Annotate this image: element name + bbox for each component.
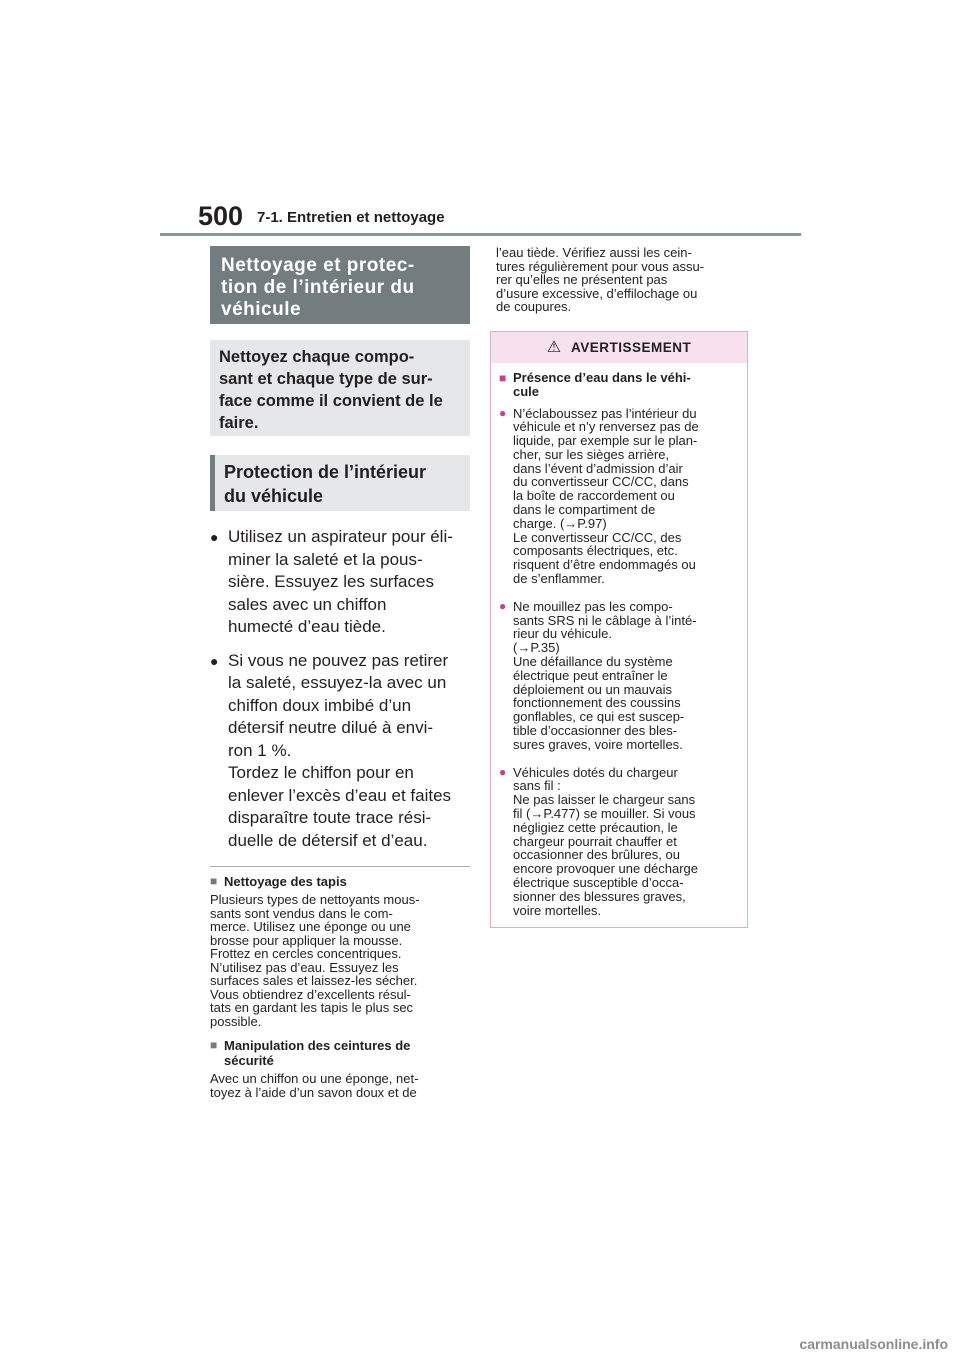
bullet-icon: ●	[499, 598, 507, 613]
watermark: carmanualsonline.info	[799, 1336, 948, 1352]
intro-box	[210, 340, 470, 436]
page-number: 500	[198, 201, 244, 231]
section-title: Nettoyage et protec- tion de l’intérieur du véhicule	[221, 255, 415, 320]
continuation-text: l’eau tiède. Vérifiez aussi les cein- tures régulièrement pour vous assu- rer qu’elles ne présentent pas d’usure excessive, d’effilochage ou de coupures.	[496, 245, 705, 314]
list-item	[499, 600, 739, 752]
section-body: Plusieurs types de nettoyants mous- sants sont vendus dans le com- merce. Utilisez une éponge ou une brosse pour appliquer la mousse. Frottez en cercles concentriques. N’utilisez pas d’eau. Essuyez les surfaces sales et laissez-les sécher. Vous obtiendrez d’excellents résul- tats en gardant les tapis le plus sec possible.	[210, 892, 420, 1029]
section-heading	[210, 874, 470, 889]
warning-title-text: Présence d’eau dans le véhi- cule	[513, 369, 691, 399]
square-bullet-icon: ■	[499, 370, 507, 385]
warning-box	[490, 331, 748, 929]
section-heading-text: Nettoyage des tapis	[224, 874, 347, 889]
warning-item-text: Véhicules dotés du chargeur sans fil : Ne pas laisser le chargeur sans fil (→P.477) se mouiller. Si vous négligiez cette précaution, le chargeur pourrait chauffer et occasionner des brûlures, ou encore provoquer une décharge électrique susceptible d’occa- sionner des blessures graves, voire mortelles.	[513, 764, 699, 918]
warning-item-text: Ne mouillez pas les compo- sants SRS ni le câblage à l’inté- rieur du véhicule. (→P.35) Une défaillance du système électrique peut entraîner le déploiement ou un mauvais fonctionnement des coussins gonflables, ce qui est suscep- tible d’occasionner des bles- sures graves, voire mortelles.	[513, 598, 697, 752]
list-item	[499, 407, 739, 586]
list-item	[499, 766, 739, 918]
square-bullet-icon: ■	[210, 1038, 218, 1052]
bullet-text: Si vous ne pouvez pas retirer la saleté, essuyez-la avec un chiffon doux imbibé d’un détersif neutre dilué à envi- ron 1 %. Tordez le chiffon pour en enlever l’excès d’eau et faites disparaître toute trace rési- duelle de détersif et d’eau.	[228, 650, 452, 850]
warning-title	[499, 371, 739, 399]
section-heading	[210, 1038, 470, 1068]
bullet-text: Utilisez un aspirateur pour éli- miner la saleté et la pous- sière. Essuyez les surfaces sales avec un chiffon humecté d’eau tiède.	[228, 527, 453, 636]
bullet-icon: ●	[210, 652, 219, 669]
warning-header	[491, 332, 747, 363]
intro-text: Nettoyez chaque compo- sant et chaque type de sur- face comme il convient de le faire.	[219, 348, 443, 432]
bullet-icon: ●	[210, 529, 219, 545]
list-item	[210, 526, 470, 639]
bullet-icon: ●	[499, 764, 507, 779]
square-bullet-icon: ■	[210, 874, 218, 888]
subheading-box	[210, 455, 470, 511]
section-heading-text: Manipulation des ceintures de sécurité	[224, 1038, 411, 1068]
bullet-list	[210, 526, 470, 852]
chapter-title: 7-1. Entretien et nettoyage	[257, 209, 445, 226]
warning-triangle-icon: ⚠	[546, 339, 562, 356]
section-body: Avec un chiffon ou une éponge, net- toyez à l’aide d’un savon doux et de	[210, 1071, 419, 1100]
list-item	[210, 650, 470, 853]
subheading: Protection de l’intérieur du véhicule	[224, 462, 427, 506]
left-column	[210, 246, 470, 1099]
warning-label: AVERTISSEMENT	[571, 339, 692, 355]
header-rule	[160, 233, 801, 236]
divider	[210, 866, 470, 867]
warning-item-text: N’éclaboussez pas l’intérieur du véhicule et n’y renversez pas de liquide, par exemple sur le plan- cher, sur les sièges arrière, dans l’évent d’admission d’air du convertisseur CC/CC, dans la boîte de raccordement ou dans le compartiment de charge. (→P.97) Le convertisseur CC/CC, des composants électriques, etc. risquent d’être endommagés ou de s’enflammer.	[513, 405, 699, 587]
right-column	[496, 246, 754, 928]
section-title-box	[210, 246, 470, 324]
bullet-icon: ●	[499, 405, 507, 420]
